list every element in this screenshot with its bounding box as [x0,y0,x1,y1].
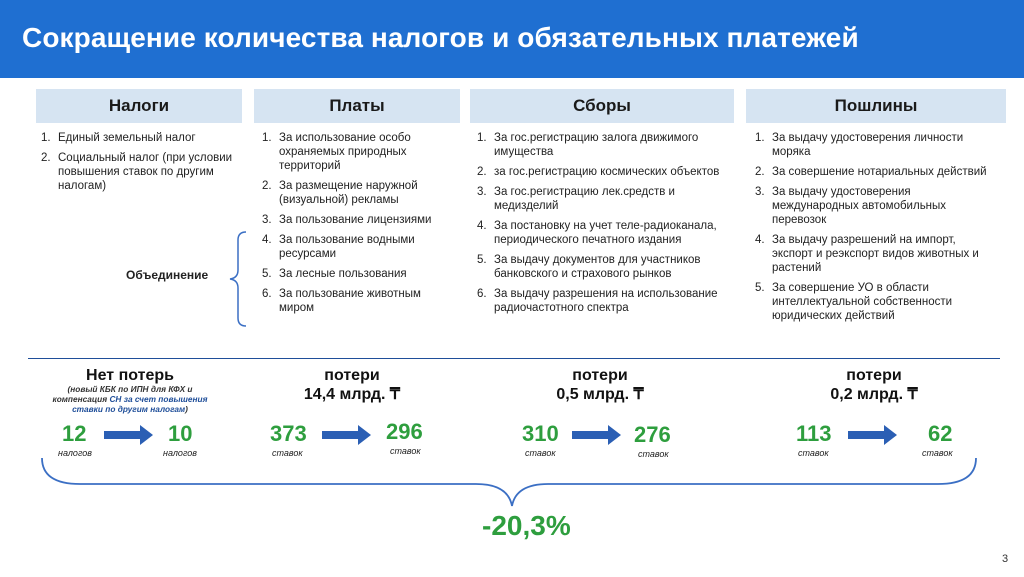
list-item: 6. За пользование животным миром [262,288,421,314]
list-item: 2. За размещение наружной (визуальной) рекламы [262,180,418,206]
taxes-list [38,131,236,199]
title-bar [0,0,1024,78]
list-item: 5. За выдачу документов для участников банковского и страхового рынков [477,254,701,280]
column-header-duties: Пошлины [746,89,1006,123]
section-divider [28,358,1000,359]
from-value: 373 [270,421,307,446]
list-item: 5. За совершение УО в области интеллектуальной собственности юридических действий [755,282,953,322]
list-item: 1. Единый земельный налог [41,132,196,144]
list-item: 3. За выдачу удостоверения международных автомобильных перевозок [755,186,947,226]
union-bracket [228,230,248,328]
to-label: ставок [390,446,421,456]
loss-label: Нет потерь [86,367,174,384]
list-item: 4. За пользование водными ресурсами [262,234,415,260]
from-value: 310 [522,421,559,446]
from-label: ставок [272,448,303,458]
arrow-right-icon [322,424,372,446]
arrow-right-icon [848,424,898,446]
list-item: 6. За выдачу разрешения на использование радиочастотного спектра [477,288,718,314]
list-item: 2. Социальный налог (при условии повышения ставок по другим налогам) [41,152,233,192]
to-value: 62 [928,421,953,446]
list-item: 4. За постановку на учет теле-радиоканала, периодического печатного издания [477,220,717,246]
summary-brace [40,456,980,508]
list-item: 4. За выдачу разрешений на импорт, экспорт и реэкспорт видов животных и растений [755,234,979,274]
column-header-taxes: Налоги [36,89,242,123]
to-label: ставок [922,448,953,458]
list-item: 3. За гос.регистрацию лек.средств и медизделий [477,186,675,212]
total-reduction: -20,3% [482,510,571,541]
charges-list [474,131,730,321]
union-label: Объединение [126,268,209,282]
column-header-fees: Платы [254,89,460,123]
list-item: 2. За совершение нотариальных действий [755,166,987,178]
list-item: 2. за гос.регистрацию космических объектов [477,166,720,178]
loss-label: потери 0,2 млрд. ₸ [830,367,918,403]
list-item: 3. За пользование лицензиями [262,214,432,226]
loss-label: потери 0,5 млрд. ₸ [556,367,644,403]
from-label: ставок [525,448,556,458]
to-value: 10 [168,421,193,446]
list-item: 5. За лесные пользования [262,268,407,280]
arrow-right-icon [104,424,154,446]
from-value: 113 [796,421,832,446]
list-item: 1. За выдачу удостоверения личности моряка [755,132,964,158]
page-title: Сокращение количества налогов и обязательных платежей [22,22,859,53]
loss-label: потери 14,4 млрд. ₸ [303,367,401,403]
list-item: 1. За гос.регистрацию залога движимого имущества [477,132,699,158]
page-number: 3 [1002,553,1009,565]
arrow-right-icon [572,424,622,446]
column-header-charges: Сборы [470,89,734,123]
to-label: налогов [163,448,197,458]
duties-list [752,131,992,329]
list-item: 1. За использование особо охраняемых природных территорий [262,132,411,172]
loss-note: (новый КБК по ИПН для КФХ и компенсация СН за счет повышения ставки по другим налогам) [52,384,208,414]
from-value: 12 [62,421,87,446]
from-label: ставок [798,448,829,458]
to-value: 296 [386,419,423,444]
fees-list [259,131,459,321]
to-value: 276 [634,422,671,447]
from-label: налогов [58,448,92,458]
to-label: ставок [638,449,669,459]
